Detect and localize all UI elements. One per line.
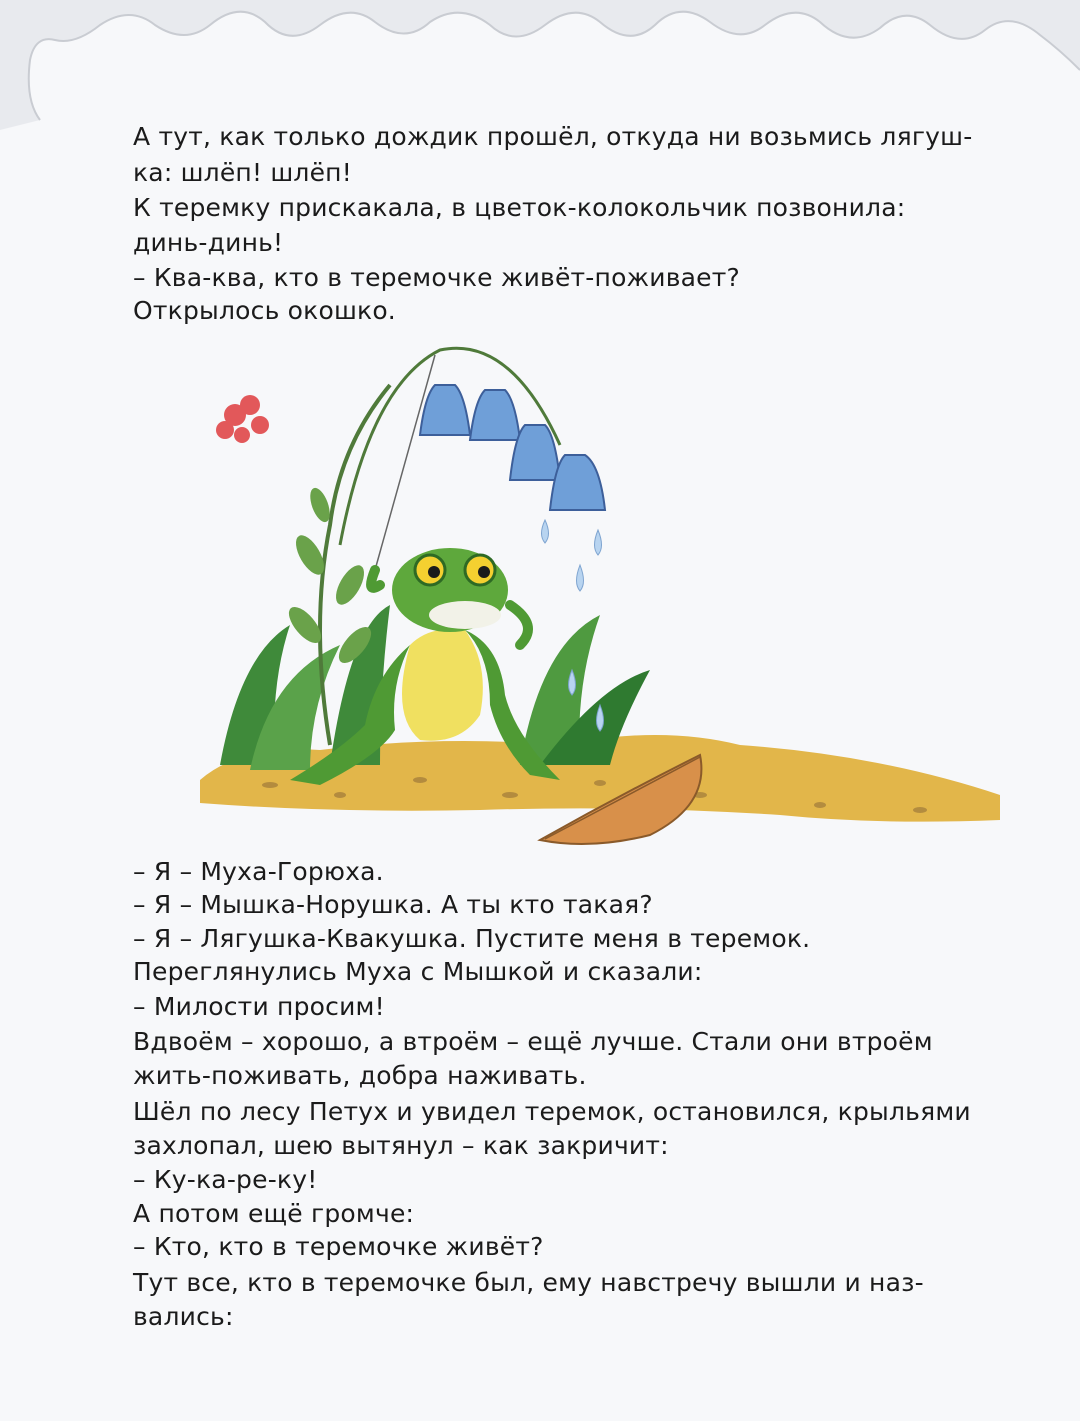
text-line: – Я – Муха-Горюха.: [133, 857, 384, 886]
text-line: А потом ещё громче:: [133, 1199, 415, 1228]
text-line: Переглянулись Муха с Мышкой и сказали:: [133, 957, 703, 986]
text-line: – Я – Лягушка-Квакушка. Пустите меня в теремок.: [133, 924, 811, 953]
text-line: – Милости просим!: [133, 992, 385, 1021]
text-line: А тут, как только дождик прошёл, откуда ни возьмись лягуш-: [133, 122, 973, 151]
text-line: ка: шлёп! шлёп!: [133, 158, 352, 187]
text-line: – Ку-ка-ре-ку!: [133, 1165, 318, 1194]
text-line: Тут все, кто в теремочке был, ему навстречу вышли и наз-: [133, 1268, 924, 1297]
text-line: Шёл по лесу Петух и увидел теремок, остановился, крыльями: [133, 1097, 971, 1126]
scalloped-page-edge: [0, 0, 1080, 130]
text-line: – Я – Мышка-Норушка. А ты кто такая?: [133, 890, 653, 919]
text-line: захлопал, шею вытянул – как закричит:: [133, 1131, 669, 1160]
text-line: динь-динь!: [133, 228, 284, 257]
text-line: – Кто, кто в теремочке живёт?: [133, 1232, 544, 1261]
text-line: – Ква-ква, кто в теремочке живёт-поживает?: [133, 263, 740, 292]
text-line: жить-поживать, добра наживать.: [133, 1061, 587, 1090]
text-line: Вдвоём – хорошо, а втроём – ещё лучше. Стали они втроём: [133, 1027, 933, 1056]
frog-bluebell-illustration: [180, 325, 1000, 870]
text-line: К теремку прискакала, в цветок-колокольчик позвонила:: [133, 193, 906, 222]
text-line: вались:: [133, 1302, 234, 1331]
text-line: Открылось окошко.: [133, 296, 396, 325]
